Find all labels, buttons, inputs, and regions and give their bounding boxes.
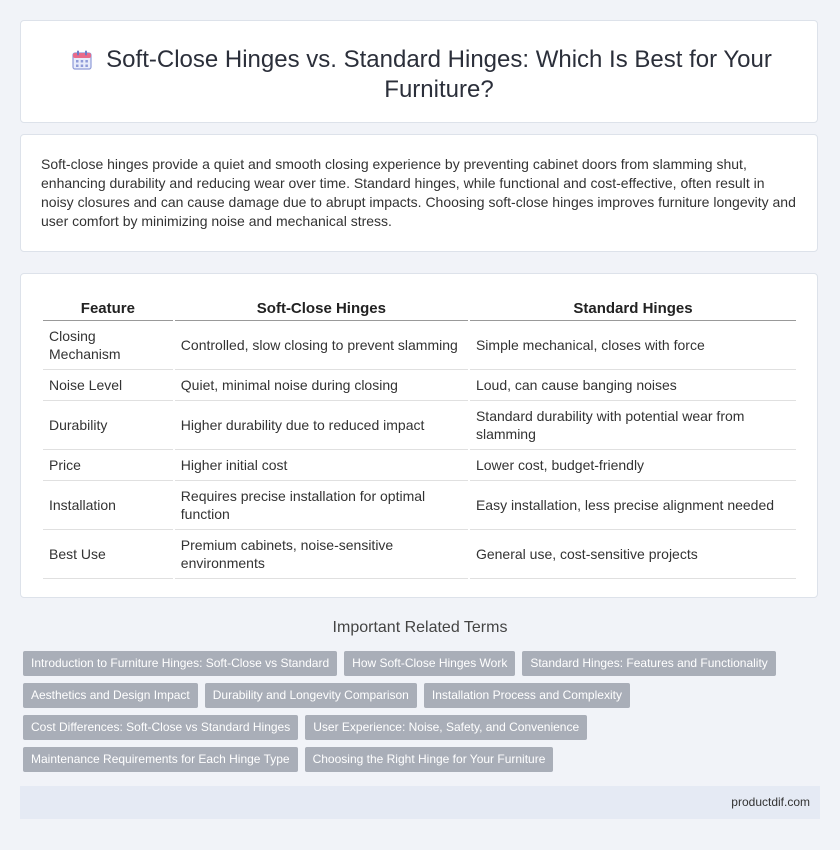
table-row [43,450,796,481]
related-tag[interactable]: How Soft-Close Hinges Work [344,651,515,676]
related-tag[interactable]: Durability and Longevity Comparison [205,683,417,708]
table-cell: Requires precise installation for optimal function [175,481,468,530]
related-tag[interactable]: Cost Differences: Soft-Close vs Standard Hinges [23,715,298,740]
table-cell: Loud, can cause banging noises [470,370,796,401]
table-cell: Standard durability with potential wear from slamming [470,401,796,450]
table-row [43,321,796,370]
related-tag[interactable]: User Experience: Noise, Safety, and Convenience [305,715,587,740]
comparison-table-card [20,273,818,598]
table-cell: Lower cost, budget-friendly [470,450,796,481]
table-cell: Closing Mechanism [43,321,173,370]
table-cell: Higher initial cost [175,450,468,481]
table-cell: Premium cabinets, noise-sensitive environments [175,530,468,579]
table-row [43,370,796,401]
page-title [81,45,797,105]
related-tags-row [23,651,776,676]
header-feature: Feature [43,296,173,321]
table-cell: Noise Level [43,370,173,401]
related-tags-row [23,747,553,772]
related-tags-row [23,683,630,708]
table-cell: Quiet, minimal noise during closing [175,370,468,401]
table-cell: Durability [43,401,173,450]
page-title-line1: Soft-Close Hinges vs. Standard Hinges: Which Is Best for Your [106,46,772,73]
table-row [43,530,796,579]
table-cell: Installation [43,481,173,530]
table-row [43,401,796,450]
related-tag[interactable]: Installation Process and Complexity [424,683,630,708]
summary-text: Soft-close hinges provide a quiet and smooth closing experience by preventing cabinet doors from slamming shut, enhancing durability and reducing wear over time. Standard hinges, while functional and cost-effective, often result in noisy closures and can cause damage due to abrupt impacts. Choosing soft-close hinges improves furniture longevity and user comfort by minimizing noise and mechanical stress. [41,156,796,229]
header-standard: Standard Hinges [470,296,796,321]
table-cell: Price [43,450,173,481]
footer-site-link[interactable]: productdif.com [731,795,810,809]
table-cell: Higher durability due to reduced impact [175,401,468,450]
related-tag[interactable]: Introduction to Furniture Hinges: Soft-Close vs Standard [23,651,337,676]
related-tag[interactable]: Aesthetics and Design Impact [23,683,198,708]
table-cell: Simple mechanical, closes with force [470,321,796,370]
summary-card [20,134,818,252]
related-terms-title: Important Related Terms [332,619,508,636]
table-header-row [43,296,796,321]
header-card [20,20,818,123]
related-tag[interactable]: Standard Hinges: Features and Functionality [522,651,775,676]
related-tags-row [23,715,587,740]
table-cell: General use, cost-sensitive projects [470,530,796,579]
table-row [43,481,796,530]
table-cell: Controlled, slow closing to prevent slamming [175,321,468,370]
page-title-line2: Furniture? [384,76,494,103]
table-cell: Easy installation, less precise alignment needed [470,481,796,530]
comparison-table [41,296,798,579]
footer [20,786,820,819]
related-tag[interactable]: Choosing the Right Hinge for Your Furniture [305,747,554,772]
header-soft-close: Soft-Close Hinges [175,296,468,321]
table-cell: Best Use [43,530,173,579]
related-tag[interactable]: Maintenance Requirements for Each Hinge Type [23,747,298,772]
